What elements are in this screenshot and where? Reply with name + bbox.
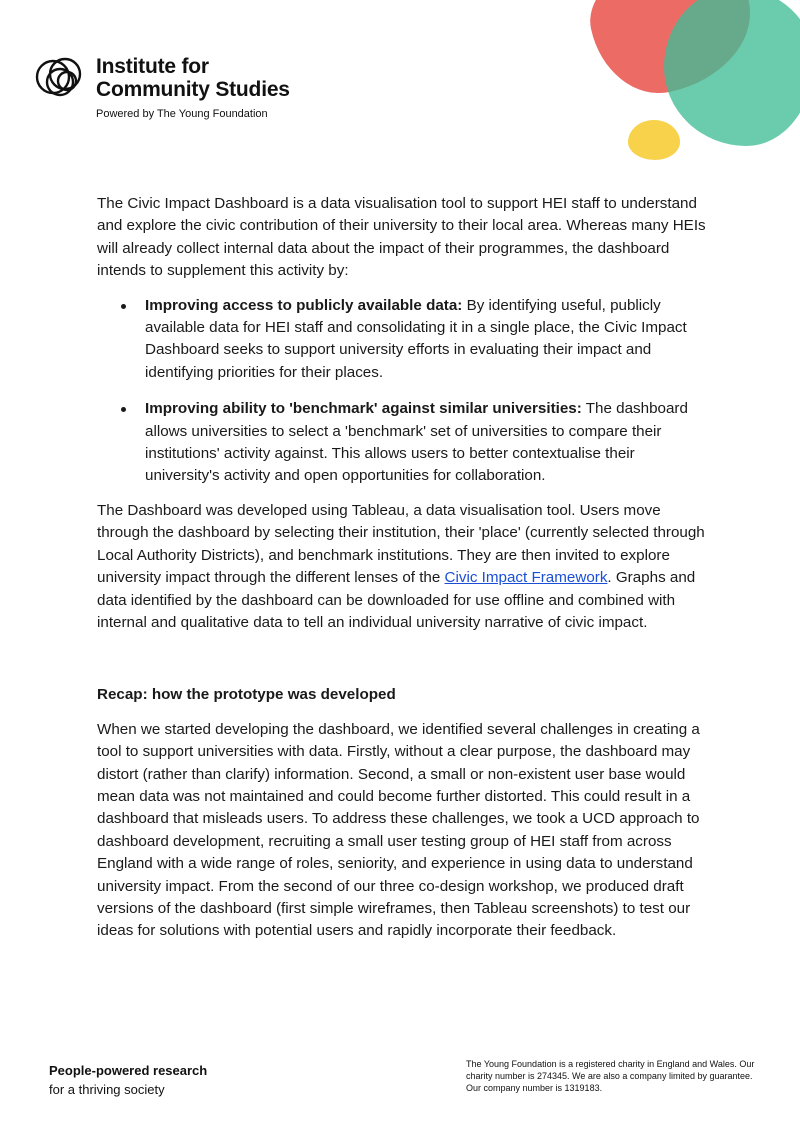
document-body — [97, 193, 709, 943]
footer-legal-notice: The Young Foundation is a registered charity in England and Wales. Our charity number is 274345. We are also a company limited by guarantee. Our company number is 1319183. — [466, 1059, 755, 1093]
brand-tagline: Powered by The Young Foundation — [96, 108, 268, 120]
section-body-paragraph: When we started developing the dashboard, we identified several challenges in creating a tool to support universities with data. Firstly, without a clear purpose, the dashboard may distort (rather than clarify) information. Second, a small or non-existent user base would mean data was not maintained and could become further distorted. This could result in a dashboard that misleads users. To address these challenges, we took a UCD approach to dashboard development, recruiting a small user testing group of HEI staff from across England with a wide range of roles, seniority, and experience in using data to understand university impact. From the second of our three co-design workshop, we produced draft versions of the dashboard (first simple wireframes, then Tableau screenshots) to test our ideas for solutions with potential users and rapidly incorporate their feedback. — [97, 720, 700, 940]
tableau-text-after: . Graphs and data identified by the dashboard can be downloaded for use offline and combined with internal and qualitative data to tell an individual university narrative of civic impact. — [97, 569, 696, 631]
decorative-green-blob — [664, 0, 800, 146]
footer-slogan — [49, 1061, 207, 1099]
brand-name-line2: Community Studies — [96, 78, 290, 101]
bullet-text: The dashboard allows universities to select a 'benchmark' set of universities to compare their institutions' activity against. This allows users to better contextualise their university's activity and open opportunities for collaboration. — [145, 400, 688, 485]
decorative-yellow-blob — [628, 120, 680, 160]
bullet-item-access — [97, 295, 709, 385]
bullet-item-benchmark — [97, 398, 709, 488]
tableau-paragraph — [97, 500, 709, 634]
bullet-title: Improving access to publicly available data: — [145, 296, 463, 314]
intro-paragraph: The Civic Impact Dashboard is a data visualisation tool to support HEI staff to understand and explore the civic contribution of their university to their local area. Whereas many HEIs will already collect internal data about the impact of their programmes, the dashboard intends to supplement this activity by: — [97, 195, 706, 280]
civic-impact-framework-link[interactable]: Civic Impact Framework — [444, 569, 608, 587]
brand-name — [96, 55, 290, 101]
bullet-list — [97, 295, 709, 488]
institute-logo-icon — [34, 52, 88, 102]
brand-name-line1: Institute for — [96, 55, 209, 78]
section-heading: Recap: how the prototype was developed — [97, 686, 396, 704]
bullet-text: By identifying useful, publicly available data for HEI staff and consolidating it in a single place, the Civic Impact Dashboard seeks to support university efforts in evaluating their impact and identifying priorities for their places. — [145, 296, 687, 381]
footer-slogan-line1: People-powered research — [49, 1063, 208, 1078]
bullet-title: Improving ability to 'benchmark' against similar universities: — [145, 400, 582, 418]
footer-slogan-line2: for a thriving society — [49, 1082, 165, 1097]
tableau-text-before: The Dashboard was developed using Tableau, a data visualisation tool. Users move through the dashboard by selecting their institution, their 'place' (currently selected through Local Authority Districts), and benchmark institutions. They are then invited to explore university impact through the different lenses of the — [97, 501, 705, 587]
